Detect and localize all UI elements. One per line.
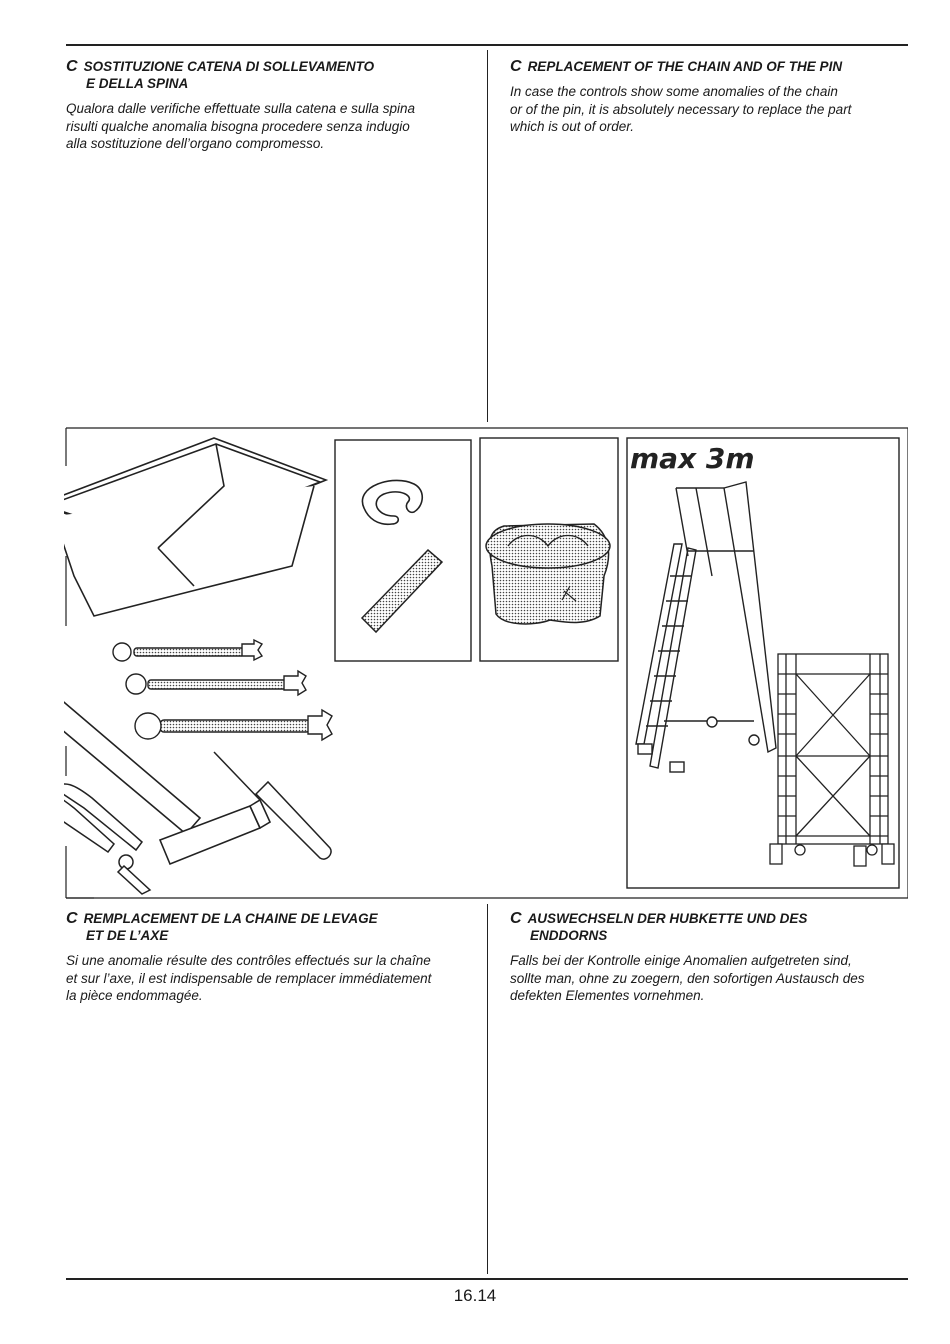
- section-italian: [66, 58, 466, 153]
- heading-line-2: E DELLA SPINA: [86, 76, 189, 91]
- section-heading: [66, 58, 466, 92]
- max-height-label: max 3m: [630, 442, 755, 475]
- heading-line-2: ET DE L’AXE: [86, 928, 169, 943]
- section-body: In case the controls show some anomalies of the chain or of the pin, it is absolutely necessary to replace the part which is out of order.: [510, 84, 852, 134]
- pin-box: [335, 440, 471, 661]
- wrench-icon: [135, 710, 332, 740]
- section-heading: [66, 910, 466, 944]
- heading-line-1: REPLACEMENT OF THE CHAIN AND OF THE PIN: [527, 59, 843, 74]
- pliers-icon: [64, 784, 150, 894]
- section-letter: C: [510, 58, 522, 75]
- screwdriver-icon: [214, 752, 331, 859]
- wrench-icon: [113, 640, 262, 661]
- section-heading: [510, 910, 910, 944]
- column-divider-bottom: [487, 904, 488, 1274]
- section-letter: C: [66, 58, 78, 75]
- tools-illustration: [64, 426, 908, 900]
- heading-line-1: SOSTITUZIONE CATENA DI SOLLEVAMENTO: [83, 59, 375, 74]
- section-french: [66, 910, 466, 1005]
- bottom-rule: [66, 1278, 908, 1280]
- section-body: Qualora dalle verifiche effettuate sulla catena e sulla spina risulti qualche anomalia bisogna procedere senza indugio alla sostituzione dell’organo compromesso.: [66, 101, 415, 151]
- section-body: Si une anomalie résulte des contrôles effectués sur la chaîne et sur l’axe, il est indispensable de remplacer immédiatement la pièce endommagée.: [66, 953, 432, 1003]
- heading-line-1: AUSWECHSELN DER HUBKETTE UND DES: [527, 911, 808, 926]
- section-english: [510, 58, 910, 136]
- heading-line-2: ENDDORNS: [530, 928, 608, 943]
- page-number: 16.14: [453, 1286, 497, 1305]
- section-body: Falls bei der Kontrolle einige Anomalien aufgetreten sind, sollte man, ohne zu zoegern, den sofortigen Austausch des defekten Elementes vornehmen.: [510, 953, 865, 1003]
- top-rule: [66, 44, 908, 46]
- section-letter: C: [66, 910, 78, 927]
- scaffold-tower-icon: [770, 654, 894, 866]
- chain-bag-icon: [486, 524, 610, 624]
- heading-line-1: REMPLACEMENT DE LA CHAINE DE LEVAGE: [83, 911, 378, 926]
- section-german: [510, 910, 910, 1005]
- tub-icon: [64, 438, 326, 616]
- section-heading: [510, 58, 910, 75]
- wrench-icon: [126, 671, 306, 695]
- section-letter: C: [510, 910, 522, 927]
- column-divider-top: [487, 50, 488, 422]
